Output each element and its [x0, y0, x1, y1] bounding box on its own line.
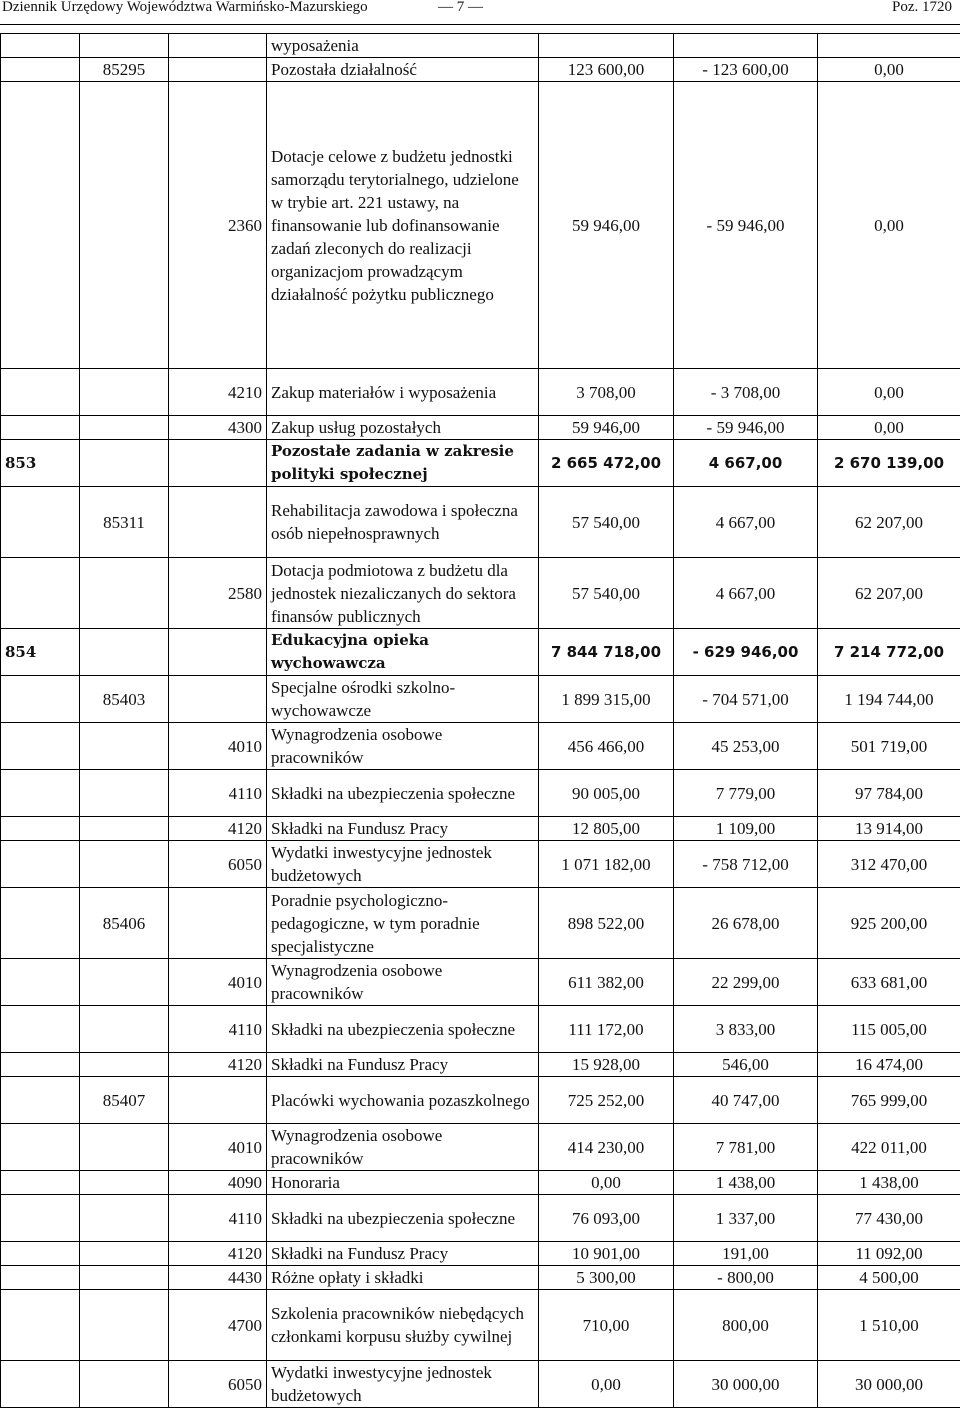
item-name-cell: Specjalne ośrodki szkolno-wychowawcze — [267, 676, 539, 723]
rozdzial-cell — [80, 1290, 169, 1361]
amount-after-cell: 1 194 744,00 — [818, 676, 960, 723]
paragraf-cell: 4210 — [169, 369, 267, 416]
dzial-cell: 853 — [1, 440, 80, 487]
change-cell: 4 667,00 — [674, 558, 818, 629]
table-row — [1, 82, 960, 369]
rozdzial-cell — [80, 817, 169, 841]
item-name-cell: Zakup materiałów i wyposażenia — [267, 369, 539, 416]
table-row — [1, 817, 960, 841]
table-row — [1, 1124, 960, 1171]
table-row — [1, 888, 960, 959]
page-number: — 7 — — [438, 0, 483, 15]
amount-before-cell — [539, 34, 674, 58]
amount-before-cell: 3 708,00 — [539, 369, 674, 416]
rozdzial-cell — [80, 369, 169, 416]
amount-after-cell: 62 207,00 — [818, 487, 960, 558]
paragraf-cell: 2580 — [169, 558, 267, 629]
paragraf-cell: 4430 — [169, 1266, 267, 1290]
change-cell: - 3 708,00 — [674, 369, 818, 416]
item-name-cell: Zakup usług pozostałych — [267, 416, 539, 440]
rozdzial-cell — [80, 629, 169, 676]
change-cell: - 59 946,00 — [674, 416, 818, 440]
change-cell: - 800,00 — [674, 1266, 818, 1290]
table-row — [1, 1290, 960, 1361]
item-name-cell: Składki na Fundusz Pracy — [267, 1053, 539, 1077]
amount-before-cell: 611 382,00 — [539, 959, 674, 1006]
paragraf-cell: 4120 — [169, 817, 267, 841]
amount-after-cell: 16 474,00 — [818, 1053, 960, 1077]
item-name-cell: Szkolenia pracowników niebędących członkami korpusu służby cywilnej — [267, 1290, 539, 1361]
change-cell: 191,00 — [674, 1242, 818, 1266]
amount-before-cell: 725 252,00 — [539, 1077, 674, 1124]
table-row — [1, 34, 960, 58]
rozdzial-cell — [80, 558, 169, 629]
table-row — [1, 58, 960, 82]
rozdzial-cell — [80, 959, 169, 1006]
item-name-cell: Składki na Fundusz Pracy — [267, 817, 539, 841]
item-name-cell: wyposażenia — [267, 34, 539, 58]
dzial-cell — [1, 1361, 80, 1408]
paragraf-cell: 4110 — [169, 770, 267, 817]
change-cell: 22 299,00 — [674, 959, 818, 1006]
change-cell — [674, 34, 818, 58]
amount-after-cell: 765 999,00 — [818, 1077, 960, 1124]
item-name-cell: Wynagrodzenia osobowe pracowników — [267, 723, 539, 770]
amount-before-cell: 898 522,00 — [539, 888, 674, 959]
item-name-cell: Dotacja podmiotowa z budżetu dla jednostek niezaliczanych do sektora finansów publicznych — [267, 558, 539, 629]
change-cell: 800,00 — [674, 1290, 818, 1361]
amount-after-cell: 0,00 — [818, 82, 960, 369]
amount-after-cell: 925 200,00 — [818, 888, 960, 959]
rozdzial-cell — [80, 1195, 169, 1242]
dzial-cell: 854 — [1, 629, 80, 676]
amount-before-cell: 2 665 472,00 — [539, 440, 674, 487]
table-row — [1, 1006, 960, 1053]
dzial-cell — [1, 770, 80, 817]
paragraf-cell: 4700 — [169, 1290, 267, 1361]
dzial-cell — [1, 1290, 80, 1361]
change-cell: 40 747,00 — [674, 1077, 818, 1124]
amount-before-cell: 0,00 — [539, 1171, 674, 1195]
amount-after-cell: 13 914,00 — [818, 817, 960, 841]
item-name-cell: Placówki wychowania pozaszkolnego — [267, 1077, 539, 1124]
change-cell: - 758 712,00 — [674, 841, 818, 888]
table-row — [1, 723, 960, 770]
rozdzial-cell: 85406 — [80, 888, 169, 959]
dzial-cell — [1, 1171, 80, 1195]
amount-before-cell: 10 901,00 — [539, 1242, 674, 1266]
amount-after-cell: 0,00 — [818, 369, 960, 416]
item-name-cell: Składki na ubezpieczenia społeczne — [267, 1195, 539, 1242]
dzial-cell — [1, 1124, 80, 1171]
table-row — [1, 841, 960, 888]
paragraf-cell — [169, 487, 267, 558]
amount-before-cell: 1 071 182,00 — [539, 841, 674, 888]
amount-before-cell: 15 928,00 — [539, 1053, 674, 1077]
paragraf-cell: 4010 — [169, 959, 267, 1006]
item-name-cell: Pozostałe zadania w zakresie polityki społecznej — [267, 440, 539, 487]
header-rule — [0, 24, 960, 25]
amount-after-cell: 62 207,00 — [818, 558, 960, 629]
amount-after-cell: 501 719,00 — [818, 723, 960, 770]
paragraf-cell — [169, 34, 267, 58]
item-name-cell: Wynagrodzenia osobowe pracowników — [267, 959, 539, 1006]
amount-after-cell: 7 214 772,00 — [818, 629, 960, 676]
table-row — [1, 1195, 960, 1242]
rozdzial-cell — [80, 1006, 169, 1053]
table-row — [1, 1266, 960, 1290]
rozdzial-cell: 85295 — [80, 58, 169, 82]
amount-before-cell: 57 540,00 — [539, 487, 674, 558]
item-name-cell: Dotacje celowe z budżetu jednostki samorządu terytorialnego, udzielone w trybie art. 221 ustawy, na finansowanie lub dofinansowanie zadań zleconych do realizacji organizacjom prowadzącym działalność pożytku publicznego — [267, 82, 539, 369]
change-cell: 4 667,00 — [674, 440, 818, 487]
dzial-cell — [1, 34, 80, 58]
item-name-cell: Wydatki inwestycyjne jednostek budżetowych — [267, 841, 539, 888]
paragraf-cell — [169, 676, 267, 723]
dzial-cell — [1, 1006, 80, 1053]
item-name-cell: Pozostała działalność — [267, 58, 539, 82]
table-row — [1, 369, 960, 416]
dzial-cell — [1, 82, 80, 369]
rozdzial-cell — [80, 1171, 169, 1195]
change-cell: - 123 600,00 — [674, 58, 818, 82]
item-name-cell: Edukacyjna opieka wychowawcza — [267, 629, 539, 676]
amount-after-cell: 2 670 139,00 — [818, 440, 960, 487]
change-cell: 1 438,00 — [674, 1171, 818, 1195]
rozdzial-cell — [80, 1266, 169, 1290]
item-name-cell: Składki na ubezpieczenia społeczne — [267, 770, 539, 817]
amount-after-cell: 1 438,00 — [818, 1171, 960, 1195]
dzial-cell — [1, 817, 80, 841]
rozdzial-cell — [80, 841, 169, 888]
paragraf-cell: 6050 — [169, 841, 267, 888]
dzial-cell — [1, 1266, 80, 1290]
paragraf-cell: 4010 — [169, 1124, 267, 1171]
change-cell: 4 667,00 — [674, 487, 818, 558]
change-cell: 45 253,00 — [674, 723, 818, 770]
dzial-cell — [1, 676, 80, 723]
item-name-cell: Składki na ubezpieczenia społeczne — [267, 1006, 539, 1053]
paragraf-cell: 4090 — [169, 1171, 267, 1195]
amount-after-cell: 0,00 — [818, 58, 960, 82]
amount-before-cell: 123 600,00 — [539, 58, 674, 82]
paragraf-cell: 2360 — [169, 82, 267, 369]
dzial-cell — [1, 558, 80, 629]
rozdzial-cell — [80, 1053, 169, 1077]
dzial-cell — [1, 1195, 80, 1242]
paragraf-cell: 4120 — [169, 1053, 267, 1077]
change-cell: 30 000,00 — [674, 1361, 818, 1408]
rozdzial-cell: 85403 — [80, 676, 169, 723]
rozdzial-cell — [80, 1361, 169, 1408]
change-cell: 546,00 — [674, 1053, 818, 1077]
budget-table-body — [1, 34, 960, 1408]
table-row — [1, 1053, 960, 1077]
table-row — [1, 1361, 960, 1408]
amount-after-cell: 97 784,00 — [818, 770, 960, 817]
table-row — [1, 1171, 960, 1195]
item-name-cell: Wynagrodzenia osobowe pracowników — [267, 1124, 539, 1171]
amount-after-cell: 0,00 — [818, 416, 960, 440]
paragraf-cell — [169, 1077, 267, 1124]
paragraf-cell — [169, 440, 267, 487]
paragraf-cell: 4010 — [169, 723, 267, 770]
rozdzial-cell — [80, 416, 169, 440]
position-reference: Poz. 1720 — [892, 0, 952, 15]
table-row — [1, 416, 960, 440]
dzial-cell — [1, 888, 80, 959]
paragraf-cell — [169, 629, 267, 676]
table-row — [1, 558, 960, 629]
amount-before-cell: 1 899 315,00 — [539, 676, 674, 723]
rozdzial-cell — [80, 770, 169, 817]
amount-before-cell: 7 844 718,00 — [539, 629, 674, 676]
amount-after-cell: 633 681,00 — [818, 959, 960, 1006]
amount-before-cell: 5 300,00 — [539, 1266, 674, 1290]
amount-before-cell: 59 946,00 — [539, 416, 674, 440]
dzial-cell — [1, 369, 80, 416]
amount-before-cell: 414 230,00 — [539, 1124, 674, 1171]
item-name-cell: Rehabilitacja zawodowa i społeczna osób niepełnosprawnych — [267, 487, 539, 558]
change-cell: - 704 571,00 — [674, 676, 818, 723]
rozdzial-cell — [80, 440, 169, 487]
amount-before-cell: 76 093,00 — [539, 1195, 674, 1242]
table-row — [1, 487, 960, 558]
amount-before-cell: 0,00 — [539, 1361, 674, 1408]
paragraf-cell: 4110 — [169, 1195, 267, 1242]
dzial-cell — [1, 416, 80, 440]
rozdzial-cell: 85311 — [80, 487, 169, 558]
item-name-cell: Honoraria — [267, 1171, 539, 1195]
change-cell: 1 109,00 — [674, 817, 818, 841]
amount-after-cell: 422 011,00 — [818, 1124, 960, 1171]
rozdzial-cell: 85407 — [80, 1077, 169, 1124]
dzial-cell — [1, 1242, 80, 1266]
amount-after-cell: 30 000,00 — [818, 1361, 960, 1408]
rozdzial-cell — [80, 723, 169, 770]
change-cell: 26 678,00 — [674, 888, 818, 959]
table-row — [1, 1242, 960, 1266]
table-row — [1, 440, 960, 487]
page-header — [0, 0, 960, 32]
change-cell: 7 781,00 — [674, 1124, 818, 1171]
change-cell: 3 833,00 — [674, 1006, 818, 1053]
rozdzial-cell — [80, 1124, 169, 1171]
dzial-cell — [1, 58, 80, 82]
journal-title: Dziennik Urzędowy Województwa Warmińsko-Mazurskiego — [2, 0, 368, 15]
dzial-cell — [1, 841, 80, 888]
rozdzial-cell — [80, 82, 169, 369]
amount-after-cell: 77 430,00 — [818, 1195, 960, 1242]
amount-after-cell: 312 470,00 — [818, 841, 960, 888]
amount-after-cell: 4 500,00 — [818, 1266, 960, 1290]
amount-before-cell: 456 466,00 — [539, 723, 674, 770]
rozdzial-cell — [80, 34, 169, 58]
paragraf-cell: 4120 — [169, 1242, 267, 1266]
paragraf-cell: 4110 — [169, 1006, 267, 1053]
dzial-cell — [1, 959, 80, 1006]
paragraf-cell — [169, 888, 267, 959]
change-cell: 7 779,00 — [674, 770, 818, 817]
amount-before-cell: 710,00 — [539, 1290, 674, 1361]
change-cell: 1 337,00 — [674, 1195, 818, 1242]
item-name-cell: Wydatki inwestycyjne jednostek budżetowych — [267, 1361, 539, 1408]
table-row — [1, 629, 960, 676]
paragraf-cell — [169, 58, 267, 82]
table-row — [1, 1077, 960, 1124]
amount-before-cell: 90 005,00 — [539, 770, 674, 817]
item-name-cell: Różne opłaty i składki — [267, 1266, 539, 1290]
amount-before-cell: 59 946,00 — [539, 82, 674, 369]
amount-after-cell — [818, 34, 960, 58]
table-row — [1, 676, 960, 723]
change-cell: - 629 946,00 — [674, 629, 818, 676]
item-name-cell: Poradnie psychologiczno-pedagogiczne, w tym poradnie specjalistyczne — [267, 888, 539, 959]
amount-after-cell: 1 510,00 — [818, 1290, 960, 1361]
paragraf-cell: 4300 — [169, 416, 267, 440]
amount-before-cell: 57 540,00 — [539, 558, 674, 629]
table-row — [1, 770, 960, 817]
item-name-cell: Składki na Fundusz Pracy — [267, 1242, 539, 1266]
change-cell: - 59 946,00 — [674, 82, 818, 369]
table-row — [1, 959, 960, 1006]
dzial-cell — [1, 723, 80, 770]
dzial-cell — [1, 487, 80, 558]
paragraf-cell: 6050 — [169, 1361, 267, 1408]
budget-table — [0, 33, 960, 1408]
dzial-cell — [1, 1077, 80, 1124]
dzial-cell — [1, 1053, 80, 1077]
amount-before-cell: 111 172,00 — [539, 1006, 674, 1053]
amount-after-cell: 115 005,00 — [818, 1006, 960, 1053]
amount-after-cell: 11 092,00 — [818, 1242, 960, 1266]
rozdzial-cell — [80, 1242, 169, 1266]
amount-before-cell: 12 805,00 — [539, 817, 674, 841]
